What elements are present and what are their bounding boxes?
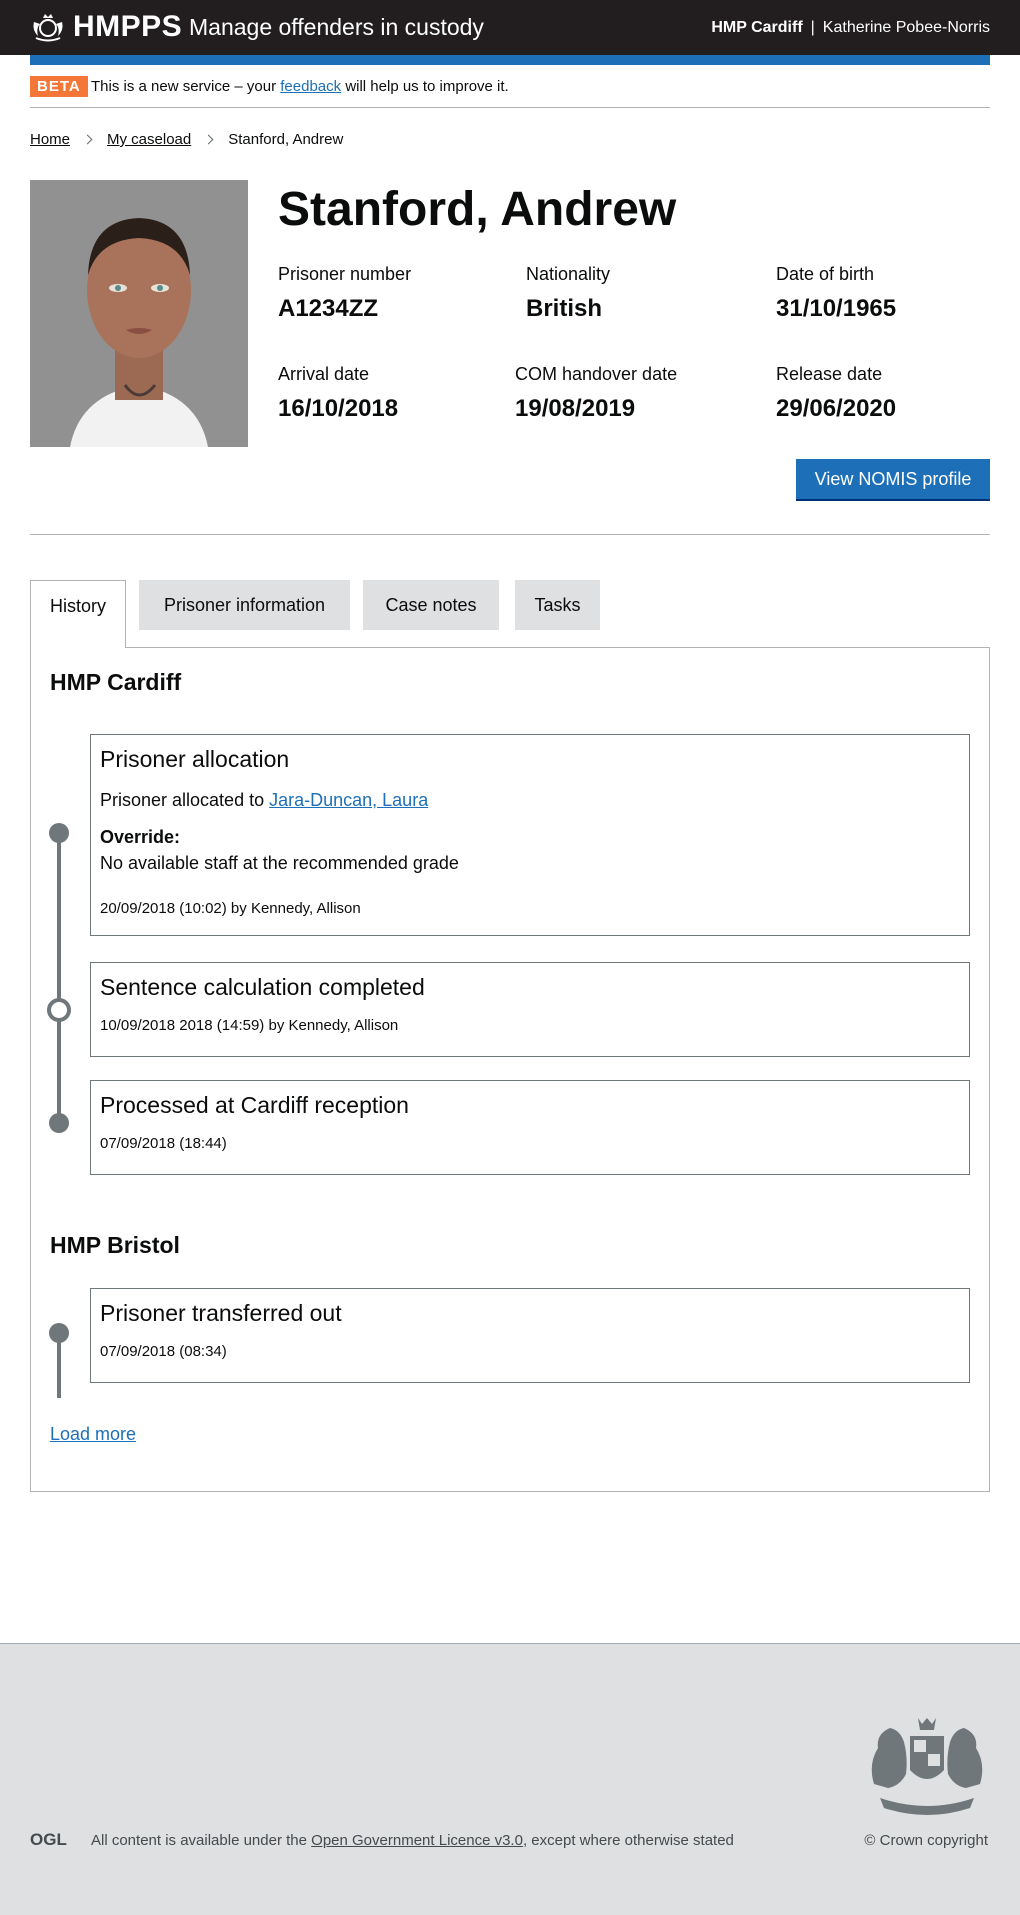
breadcrumb <box>30 131 343 148</box>
event-card-sentence-calculation <box>90 962 970 1057</box>
allocated-officer-link[interactable]: Jara-Duncan, Laura <box>269 790 429 810</box>
header-separator: | <box>810 19 815 36</box>
nationality-value: British <box>526 295 603 322</box>
tab-tasks[interactable]: Tasks <box>515 580 600 630</box>
com-handover-field <box>515 364 677 423</box>
dob-field <box>776 264 896 323</box>
section-title-cardiff: HMP Cardiff <box>50 669 182 695</box>
prisoner-number-field <box>278 264 411 323</box>
timeline-dot-filled <box>49 823 69 843</box>
load-more-link[interactable]: Load more <box>50 1424 137 1444</box>
field-label: Nationality <box>526 264 611 284</box>
event-meta: 10/09/2018 2018 (14:59) by Kennedy, Allison <box>100 1017 399 1034</box>
licence-text-before: All content is available under the <box>91 1832 307 1849</box>
header-user-info <box>711 19 990 37</box>
allocation-text <box>100 790 428 811</box>
tab-prisoner-information[interactable]: Prisoner information <box>139 580 350 630</box>
section-title-bristol: HMP Bristol <box>50 1232 180 1258</box>
brand-name[interactable]: HMPPS <box>73 10 183 43</box>
breadcrumb-caseload[interactable]: My caseload <box>107 131 192 148</box>
chevron-right-icon <box>204 135 214 145</box>
com-handover-value: 19/08/2019 <box>515 395 636 422</box>
arrival-date-value: 16/10/2018 <box>278 395 399 422</box>
chevron-right-icon <box>83 135 93 145</box>
beta-text-after: will help us to improve it. <box>345 78 509 95</box>
ogl-logo-icon <box>30 1829 72 1849</box>
prisoner-number-value: A1234ZZ <box>278 295 379 322</box>
section-divider <box>30 534 990 535</box>
tab-history[interactable]: History <box>30 580 126 648</box>
event-title: Processed at Cardiff reception <box>100 1092 409 1118</box>
beta-tag: BETA <box>30 76 88 97</box>
licence-text-after: , except where otherwise stated <box>522 1832 734 1849</box>
event-title: Sentence calculation completed <box>100 974 425 1000</box>
field-label: Prisoner number <box>278 264 412 284</box>
event-meta: 20/09/2018 (10:02) by Kennedy, Allison <box>100 900 361 917</box>
user-name: Katherine Pobee-Norris <box>822 19 990 36</box>
current-prison: HMP Cardiff <box>711 19 803 36</box>
field-label: Arrival date <box>278 364 370 384</box>
crown-copyright-link[interactable]: © Crown copyright <box>864 1832 988 1849</box>
open-government-licence-link[interactable]: Open Government Licence v3.0 <box>311 1832 523 1849</box>
royal-coat-of-arms-icon <box>866 1714 988 1818</box>
licence-text <box>91 1832 734 1849</box>
timeline-dot-filled <box>49 1323 69 1343</box>
breadcrumb-current: Stanford, Andrew <box>228 131 344 148</box>
timeline-line <box>57 832 61 1124</box>
field-label: Date of birth <box>776 264 875 284</box>
tab-case-notes[interactable]: Case notes <box>363 580 499 630</box>
timeline-dot-filled <box>49 1113 69 1133</box>
timeline-dot-hollow <box>47 998 71 1022</box>
event-meta: 07/09/2018 (18:44) <box>100 1135 227 1152</box>
prisoner-photo-image <box>30 180 248 447</box>
event-card-reception <box>90 1080 970 1175</box>
event-card-transfer <box>90 1288 970 1383</box>
beta-banner <box>30 75 990 108</box>
event-title: Prisoner allocation <box>100 746 290 772</box>
beta-text <box>91 78 509 95</box>
release-date-value: 29/06/2020 <box>776 395 897 422</box>
event-meta: 07/09/2018 (08:34) <box>100 1343 227 1360</box>
release-date-field <box>776 364 896 423</box>
override-reason: No available staff at the recommended grade <box>100 853 459 873</box>
svg-text:OGL: OGL <box>30 1830 67 1849</box>
field-label: Release date <box>776 364 883 384</box>
beta-text-before: This is a new service – your <box>91 78 277 95</box>
dob-value: 31/10/1965 <box>776 295 897 322</box>
service-name[interactable]: Manage offenders in custody <box>189 14 484 40</box>
prisoner-name: Stanford, Andrew <box>278 183 677 236</box>
override-label: Override: <box>100 827 181 847</box>
site-header <box>0 0 1020 55</box>
allocation-text-label: Prisoner allocated to <box>100 790 265 810</box>
prisoner-photo <box>30 180 248 447</box>
feedback-link[interactable]: feedback <box>280 78 342 95</box>
royal-crest-icon <box>30 12 66 42</box>
arrival-date-field <box>278 364 398 423</box>
header-blue-bar <box>30 55 990 65</box>
event-card-allocation <box>90 734 970 936</box>
field-label: COM handover date <box>515 364 678 384</box>
view-nomis-profile-button[interactable]: View NOMIS profile <box>796 459 990 499</box>
nationality-field <box>526 264 610 323</box>
breadcrumb-home[interactable]: Home <box>30 131 71 148</box>
event-title: Prisoner transferred out <box>100 1300 342 1326</box>
